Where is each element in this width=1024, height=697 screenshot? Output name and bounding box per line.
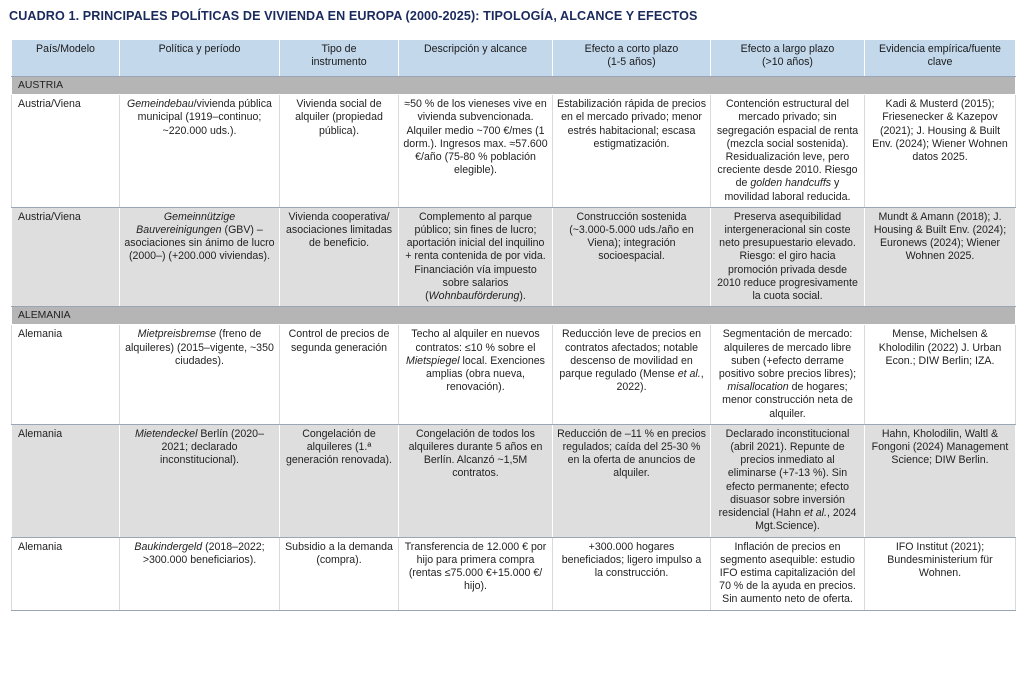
table-header-row (12, 40, 1016, 77)
section-row-austria (12, 77, 1016, 95)
header-corto-plazo: Efecto a corto plazo (1-5 años) (553, 40, 711, 77)
cell-corto-plazo: Estabilización rápida de precios en el mercado privado; menor estrés habitacional; escasa estigmatización. (553, 95, 711, 208)
cell-largo-plazo: Contención estructural del mercado privado; sin segregación espacial de renta (mezcla social sostenida). Residualización leve, pero creciente desde 2010. Riesgo de golden handcuffs y movilidad laboral reducida. (711, 95, 865, 208)
cell-descripcion: Techo al alquiler en nuevos contratos: ≤10 % sobre el Mietspiegel local. Exenciones amplias (obra nueva, renovación). (399, 325, 553, 424)
cell-evidencia: Kadi & Musterd (2015); Friesenecker & Kazepov (2021); J. Housing & Built Env. (2024); Wiener Wohnen datos 2025. (865, 95, 1016, 208)
cell-pais: Alemania (12, 537, 120, 610)
table-row (12, 325, 1016, 424)
cell-corto-plazo: Construcción sostenida (~3.000-5.000 uds./año en Viena); integración socioespacial. (553, 207, 711, 306)
cell-pais: Alemania (12, 325, 120, 424)
cell-politica: Mietpreisbremse (freno de alquileres) (2015–vigente, ~350 ciudades). (120, 325, 280, 424)
section-row-alemania (12, 307, 1016, 325)
cell-politica: Gemeindebau/vivienda pública municipal (1919–continuo; ~220.000 uds.). (120, 95, 280, 208)
header-pais: País/Modelo (12, 40, 120, 77)
cell-descripcion: Congelación de todos los alquileres durante 5 años en Berlín. Alcanzó ~1,5M contratos. (399, 424, 553, 537)
table-row (12, 207, 1016, 306)
header-largo-plazo: Efecto a largo plazo (>10 años) (711, 40, 865, 77)
housing-policy-table (11, 39, 1016, 611)
cell-descripcion: Transferencia de 12.000 € por hijo para primera compra (rentas ≤75.000 €+15.000 €/ hijo). (399, 537, 553, 610)
cell-politica: Mietendeckel Berlín (2020–2021; declarado inconstitucional). (120, 424, 280, 537)
header-tipo: Tipo de instrumento (280, 40, 399, 77)
cell-tipo: Vivienda cooperativa/ asociaciones limitadas de beneficio. (280, 207, 399, 306)
cell-politica: Gemeinnützige Bauvereinigungen (GBV) – asociaciones sin ánimo de lucro (2000–) (+200.000 viviendas). (120, 207, 280, 306)
cell-largo-plazo: Declarado inconstitucional (abril 2021). Repunte de precios inmediato al eliminarse (+7-13 %). Sin efecto permanente; efecto disuasor sobre inversión residencial (Hahn et al., 2024 Mgt.Science). (711, 424, 865, 537)
cell-pais: Austria/Viena (12, 207, 120, 306)
cell-descripcion: Complemento al parque público; sin fines de lucro; aportación inicial del inquilino + renta contenida de por vida. Financiación vía impuesto sobre salarios (Wohnbauförderung). (399, 207, 553, 306)
cell-evidencia: IFO Institut (2021); Bundesministerium für Wohnen. (865, 537, 1016, 610)
table-title: CUADRO 1. PRINCIPALES POLÍTICAS DE VIVIENDA EN EUROPA (2000-2025): TIPOLOGÍA, ALCANCE Y EFECTOS (9, 9, 698, 23)
cell-pais: Austria/Viena (12, 95, 120, 208)
cell-largo-plazo: Inflación de precios en segmento asequible: estudio IFO estima capitalización del 70 % de la ayuda en precios. Sin aumento neto de oferta. (711, 537, 865, 610)
cell-corto-plazo: +300.000 hogares beneficiados; ligero impulso a la construcción. (553, 537, 711, 610)
cell-tipo: Subsidio a la demanda (compra). (280, 537, 399, 610)
cell-tipo: Vivienda social de alquiler (propiedad pública). (280, 95, 399, 208)
table-row (12, 95, 1016, 208)
cell-largo-plazo: Preserva asequibilidad intergeneracional sin coste neto presupuestario elevado. Riesgo: el giro hacia promoción privada desde 2010 reduce progresivamente la cuota social. (711, 207, 865, 306)
cell-evidencia: Hahn, Kholodilin, Waltl & Fongoni (2024) Management Science; DIW Berlin. (865, 424, 1016, 537)
section-label: AUSTRIA (12, 77, 1016, 95)
header-descripcion: Descripción y alcance (399, 40, 553, 77)
cell-descripcion: ≈50 % de los vieneses vive en vivienda subvencionada. Alquiler medio ~700 €/mes (1 dorm.). Ingresos max. ≈57.600 €/año (75-80 % población elegible). (399, 95, 553, 208)
section-label: ALEMANIA (12, 307, 1016, 325)
cell-corto-plazo: Reducción leve de precios en contratos afectados; notable descenso de movilidad en parque regulado (Mense et al., 2022). (553, 325, 711, 424)
header-politica: Política y período (120, 40, 280, 77)
table-row (12, 537, 1016, 610)
cell-pais: Alemania (12, 424, 120, 537)
cell-largo-plazo: Segmentación de mercado: alquileres de mercado libre suben (+efecto derrame positivo sobre precios libres); misallocation de hogares; menor construcción neta de alquiler. (711, 325, 865, 424)
cell-politica: Baukindergeld (2018–2022; >300.000 beneficiarios). (120, 537, 280, 610)
cell-evidencia: Mundt & Amann (2018); J. Housing & Built Env. (2024); Euronews (2024); Wiener Wohnen 2025. (865, 207, 1016, 306)
cell-evidencia: Mense, Michelsen & Kholodilin (2022) J. Urban Econ.; DIW Berlin; IZA. (865, 325, 1016, 424)
header-evidencia: Evidencia empírica/fuente clave (865, 40, 1016, 77)
cell-corto-plazo: Reducción de –11 % en precios regulados; caída del 25-30 % en la oferta de anuncios de alquiler. (553, 424, 711, 537)
cell-tipo: Control de precios de segunda generación (280, 325, 399, 424)
cell-tipo: Congelación de alquileres (1.ª generación renovada). (280, 424, 399, 537)
table-row (12, 424, 1016, 537)
